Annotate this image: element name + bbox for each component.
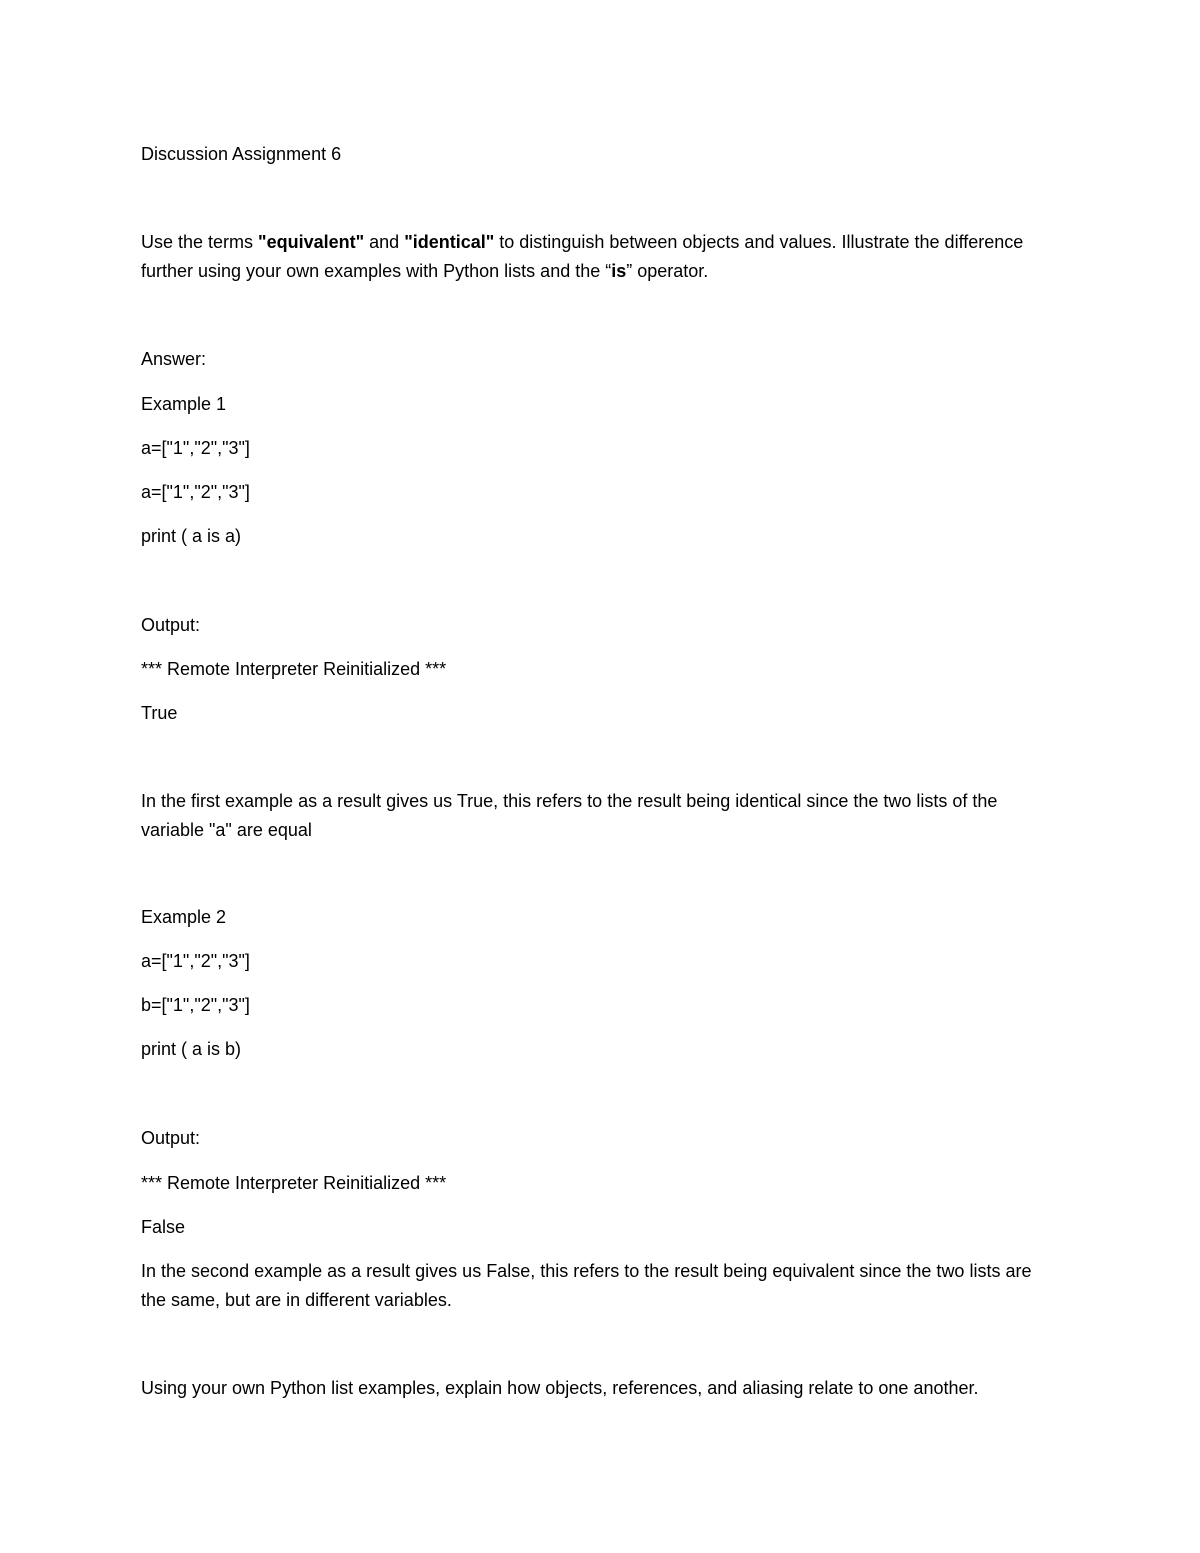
question-1-text-d: ” operator. (626, 261, 709, 281)
example-2-heading: Example 2 (141, 907, 227, 927)
term-equivalent: "equivalent" (258, 232, 365, 252)
question-1-text-b: and (364, 232, 405, 252)
example-2-output-line: False (141, 1217, 186, 1237)
example-2-code-line: b=["1","2","3"] (141, 995, 250, 1015)
term-identical: "identical" (404, 232, 495, 252)
example-1-output-line: True (141, 703, 178, 723)
example-1-output-label: Output: (141, 615, 201, 635)
example-2-code-line: print ( a is b) (141, 1039, 242, 1059)
answer-label: Answer: (141, 349, 207, 369)
term-is: is (611, 261, 627, 281)
question-1-text-a: Use the terms (141, 232, 259, 252)
example-1-output-line: *** Remote Interpreter Reinitialized *** (141, 659, 447, 679)
document-title: Discussion Assignment 6 (141, 144, 342, 164)
example-1-code-line: a=["1","2","3"] (141, 438, 250, 458)
example-2-explanation: In the second example as a result gives us False, this refers to the result being equivalent since the two lists are the same, but are in different variables. (141, 1261, 1032, 1310)
question-2: Using your own Python list examples, explain how objects, references, and aliasing relate to one another. (141, 1378, 979, 1398)
question-1-text-c: to distinguish between objects and values. Illustrate the difference further using your own examples with Python lists and the “ (141, 232, 1024, 281)
example-2-output-label: Output: (141, 1128, 201, 1148)
example-1-code-line: a=["1","2","3"] (141, 482, 250, 502)
question-1 (141, 228, 1041, 286)
example-2-code-line: a=["1","2","3"] (141, 951, 250, 971)
example-2-output-line: *** Remote Interpreter Reinitialized *** (141, 1173, 447, 1193)
example-1-explanation: In the first example as a result gives us True, this refers to the result being identical since the two lists of the variable "a" are equal (141, 791, 998, 840)
example-1-code-line: print ( a is a) (141, 526, 242, 546)
example-1-heading: Example 1 (141, 394, 227, 414)
